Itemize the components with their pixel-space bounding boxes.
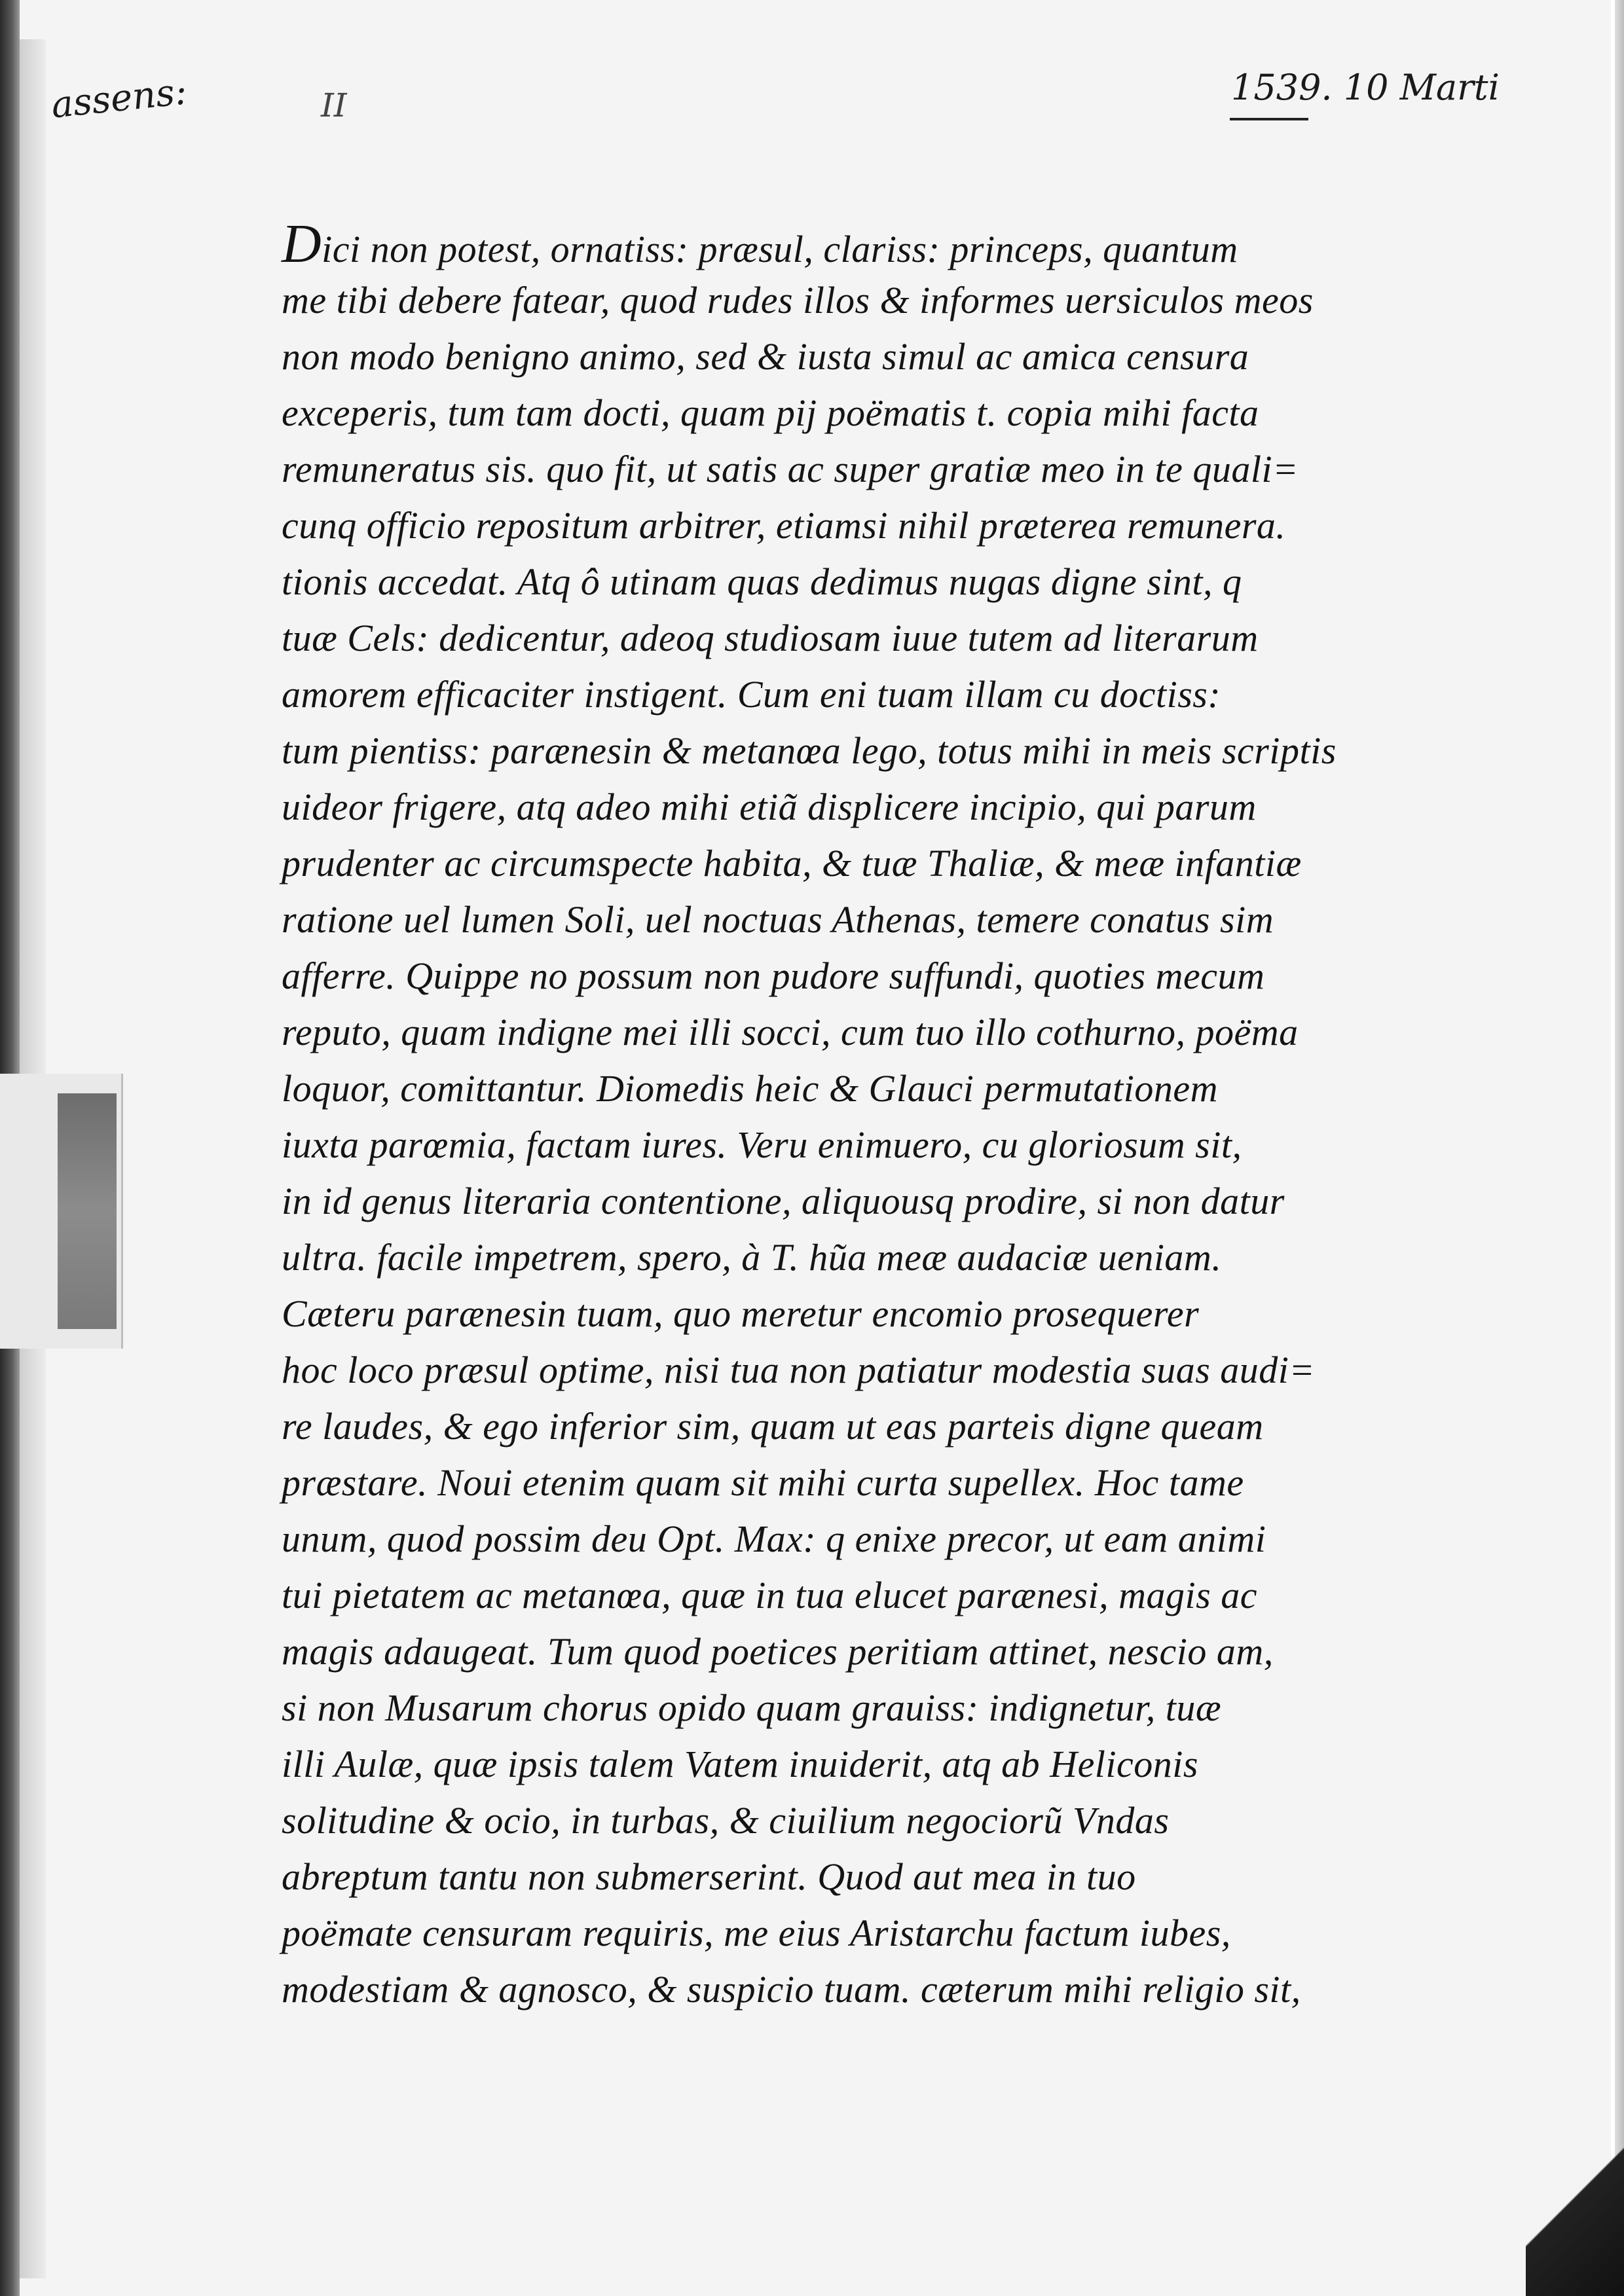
letter-line: ratione uel lumen Soli, uel noctuas Athenas, temere conatus sim — [282, 898, 1274, 941]
letter-line: in id genus literaria contentione, aliquousq prodire, si non datur — [282, 1180, 1285, 1222]
margin-annotation: assens: — [49, 70, 189, 127]
letter-line: si non Musarum chorus opido quam grauiss: indignetur, tuæ — [282, 1686, 1222, 1729]
letter-line: loquor, comittantur. Diomedis heic & Glauci permutationem — [282, 1067, 1219, 1110]
folio-mark: II — [321, 86, 347, 124]
letter-line: remuneratus sis. quo fit, ut satis ac super gratiæ meo in te quali= — [282, 448, 1299, 490]
letter-body — [282, 213, 1578, 2018]
letter-line: afferre. Quippe no possum non pudore suffundi, quoties mecum — [282, 955, 1265, 997]
letter-line: tuæ Cels: dedicentur, adeoq studiosam iuue tutem ad literarum — [282, 617, 1259, 659]
letter-line: Dici non potest, ornatiss: præsul, clariss: princeps, quantum — [282, 213, 1238, 274]
letter-line: tui pietatem ac metanœa, quæ in tua elucet parænesi, magis ac — [282, 1574, 1257, 1616]
letter-line: uideor frigere, atq adeo mihi etiã displicere incipio, qui parum — [282, 786, 1257, 828]
letter-line: tum pientiss: parænesin & metanœa lego, totus mihi in meis scriptis — [282, 729, 1337, 772]
letter-line: me tibi debere fatear, quod rudes illos & informes uersiculos meos — [282, 279, 1314, 321]
letter-line: poëmate censuram requiris, me eius Aristarchu factum iubes, — [282, 1912, 1231, 1954]
letter-line: præstare. Noui etenim quam sit mihi curta supellex. Hoc tame — [282, 1461, 1244, 1504]
letter-line: magis adaugeat. Tum quod poetices peritiam attinet, nescio am, — [282, 1630, 1274, 1673]
letter-line: reputo, quam indigne mei illi socci, cum tuo illo cothurno, poëma — [282, 1011, 1299, 1053]
letter-line: amorem efficaciter instigent. Cum eni tuam illam cu doctiss: — [282, 673, 1221, 716]
letter-line: ultra. facile impetrem, spero, à T. hũa meæ audaciæ ueniam. — [282, 1236, 1222, 1279]
date-underline — [1230, 118, 1308, 120]
letter-line: solitudine & ocio, in turbas, & ciuilium negociorũ Vndas — [282, 1799, 1170, 1842]
letter-line: modestiam & agnosco, & suspicio tuam. cæterum mihi religio sit, — [282, 1968, 1301, 2011]
letter-line: hoc loco præsul optime, nisi tua non patiatur modestia suas audi= — [282, 1349, 1316, 1391]
letter-line: prudenter ac circumspecte habita, & tuæ Thaliæ, & meæ infantiæ — [282, 842, 1302, 884]
page-corner-shadow — [1526, 2145, 1624, 2296]
paper-slip-shadow — [58, 1093, 117, 1329]
letter-line: unum, quod possim deu Opt. Max: q enixe precor, ut eam animi — [282, 1518, 1266, 1560]
scan-border-right — [1615, 0, 1624, 2296]
letter-line: cunq officio repositum arbitrer, etiamsi nihil præterea remunera. — [282, 504, 1286, 547]
date-annotation: 1539. 10 Marti — [1231, 67, 1500, 108]
letter-line: exceperis, tum tam docti, quam pij poëmatis t. copia mihi facta — [282, 392, 1259, 434]
letter-line: Cæteru parænesin tuam, quo meretur encomio prosequerer — [282, 1292, 1200, 1335]
letter-line: re laudes, & ego inferior sim, quam ut eas parteis digne queam — [282, 1405, 1264, 1448]
letter-line: non modo benigno animo, sed & iusta simul ac amica censura — [282, 335, 1249, 378]
letter-line: tionis accedat. Atq ô utinam quas dedimus nugas digne sint, q — [282, 560, 1242, 603]
letter-line: abreptum tantu non submerserint. Quod aut mea in tuo — [282, 1855, 1136, 1898]
letter-line: illi Aulæ, quæ ipsis talem Vatem inuiderit, atq ab Heliconis — [282, 1743, 1198, 1785]
letter-line: iuxta parœmia, factam iures. Veru enimuero, cu gloriosum sit, — [282, 1123, 1242, 1166]
